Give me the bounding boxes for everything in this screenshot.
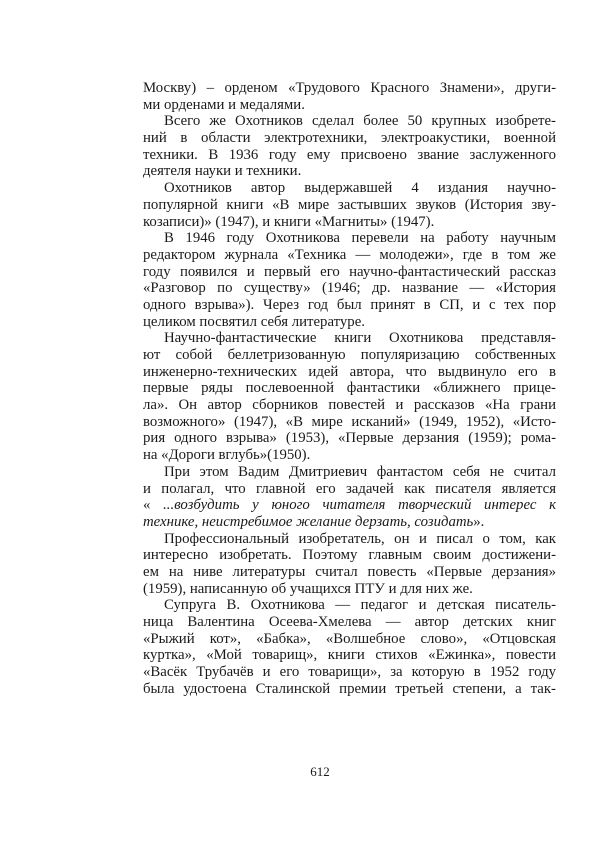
line-text: (1959), написанную об учащихся ПТУ и для них же.: [143, 580, 473, 597]
line-text: интересно изобретать. Поэтому главным своим достижени-: [143, 547, 556, 564]
text-line: [143, 581, 556, 598]
text-line: [143, 314, 556, 331]
line-text: на «Дороги вглубь»(1950).: [143, 447, 311, 464]
line-text: «: [143, 497, 164, 514]
italic-quote-text: ...возбудить у юного читателя творческий интерес к: [163, 497, 557, 514]
line-text: Москву) – орденом «Трудового Красного Знамени», други-: [143, 80, 556, 96]
line-text: козаписи)» (1947), и книги «Магниты» (1947).: [143, 213, 435, 230]
text-line: [143, 113, 556, 130]
text-line: [143, 130, 556, 147]
text-line: [143, 497, 556, 514]
line-text: Охотников автор выдержавшей 4 издания научно-: [164, 180, 556, 197]
line-text: одного взрыва»). Через год был принят в СП, и с тех пор: [143, 296, 556, 313]
text-line: [143, 514, 556, 531]
text-line: [143, 414, 556, 431]
text-line: [143, 597, 556, 614]
line-text: первые ряды послевоенной фантастики «ближнего прице-: [143, 380, 556, 397]
line-text: ми орденами и медалями.: [143, 96, 305, 113]
text-line: [143, 364, 556, 381]
text-line: [143, 647, 556, 664]
line-text: деятеля науки и техники.: [143, 163, 302, 180]
text-line: [143, 380, 556, 397]
line-text: году появился и первый его научно-фантастический рассказ: [143, 263, 556, 280]
line-text: ний в области электротехники, электроакустики, военной: [143, 130, 556, 147]
text-line: [143, 80, 556, 97]
line-text: редактором журнала «Техника — молодежи», где в том же: [143, 246, 556, 263]
text-line: [143, 280, 556, 297]
text-line: [143, 397, 556, 414]
text-line: [143, 481, 556, 498]
line-text: целиком посвятил себя литературе.: [143, 313, 365, 330]
line-text: возможного» (1947), «В мире исканий» (1949, 1952), «Исто-: [143, 413, 556, 430]
text-line: [143, 681, 556, 698]
line-text: популярной книги «В мире застывших звуков (История зву-: [143, 196, 556, 213]
text-line: [143, 230, 556, 247]
text-line: [143, 163, 556, 180]
text-line: [143, 631, 556, 648]
text-line: [143, 430, 556, 447]
italic-quote-text: технике, неистребимое желание дерзать, созидать: [143, 513, 474, 530]
line-text: ем на ниве литературы считал повесть «Первые дерзания»: [143, 563, 556, 580]
line-text: Профессиональный изобретатель, он и писал о том, как: [164, 530, 556, 547]
line-text: ют собой беллетризованную популяризацию собственных: [143, 347, 556, 363]
line-text: Научно-фантастические книги Охотникова представля-: [164, 330, 556, 347]
text-line: [143, 547, 556, 564]
text-line: [143, 97, 556, 114]
text-line: [143, 531, 556, 548]
line-text: Супруга В. Охотникова — педагог и детская писатель-: [164, 597, 556, 614]
line-text: куртка», «Мой товарищ», книги стихов «Ежинка», повести: [143, 647, 556, 664]
text-line: [143, 464, 556, 481]
line-text: Всего же Охотников сделал более 50 крупных изобрете-: [164, 113, 556, 130]
line-text: ница Валентина Осеева-Хмелева — автор детских книг: [143, 614, 556, 630]
text-line: [143, 447, 556, 464]
line-text: При этом Вадим Дмитриевич фантастом себя не считал: [164, 463, 556, 480]
line-text: ла». Он автор сборников повестей и рассказов «На грани: [143, 397, 556, 414]
page-body-text: [143, 80, 556, 697]
line-text: «Рыжий кот», «Бабка», «Волшебное слово», «Отцовская: [143, 630, 556, 647]
text-line: [143, 614, 556, 631]
text-line: [143, 297, 556, 314]
line-text: В 1946 году Охотникова перевели на работу научным: [164, 230, 556, 247]
text-line: [143, 664, 556, 681]
page-number: 612: [310, 764, 330, 779]
text-line: [143, 147, 556, 164]
line-text: «Васёк Трубачёв и его товарищи», за которую в 1952 году: [143, 664, 556, 681]
text-line: [143, 180, 556, 197]
text-line: [143, 564, 556, 581]
line-text: ».: [473, 513, 485, 530]
line-text: техники. В 1936 году ему присвоено звание заслуженного: [143, 146, 556, 163]
text-line: [143, 347, 556, 364]
text-line: [143, 264, 556, 281]
line-text: «Разговор по существу» (1946; др. название — «История: [143, 280, 556, 297]
line-text: и полагал, что главной его задачей как писателя является: [143, 480, 556, 497]
text-line: [143, 330, 556, 347]
text-line: [143, 197, 556, 214]
text-line: [143, 214, 556, 231]
line-text: рия одного взрыва» (1953), «Первые дерзания (1959); рома-: [143, 430, 556, 447]
line-text: была удостоена Сталинской премии третьей степени, а так-: [143, 680, 556, 697]
line-text: инженерно-технических идей автора, что выдвинуло его в: [143, 363, 556, 380]
text-line: [143, 247, 556, 264]
